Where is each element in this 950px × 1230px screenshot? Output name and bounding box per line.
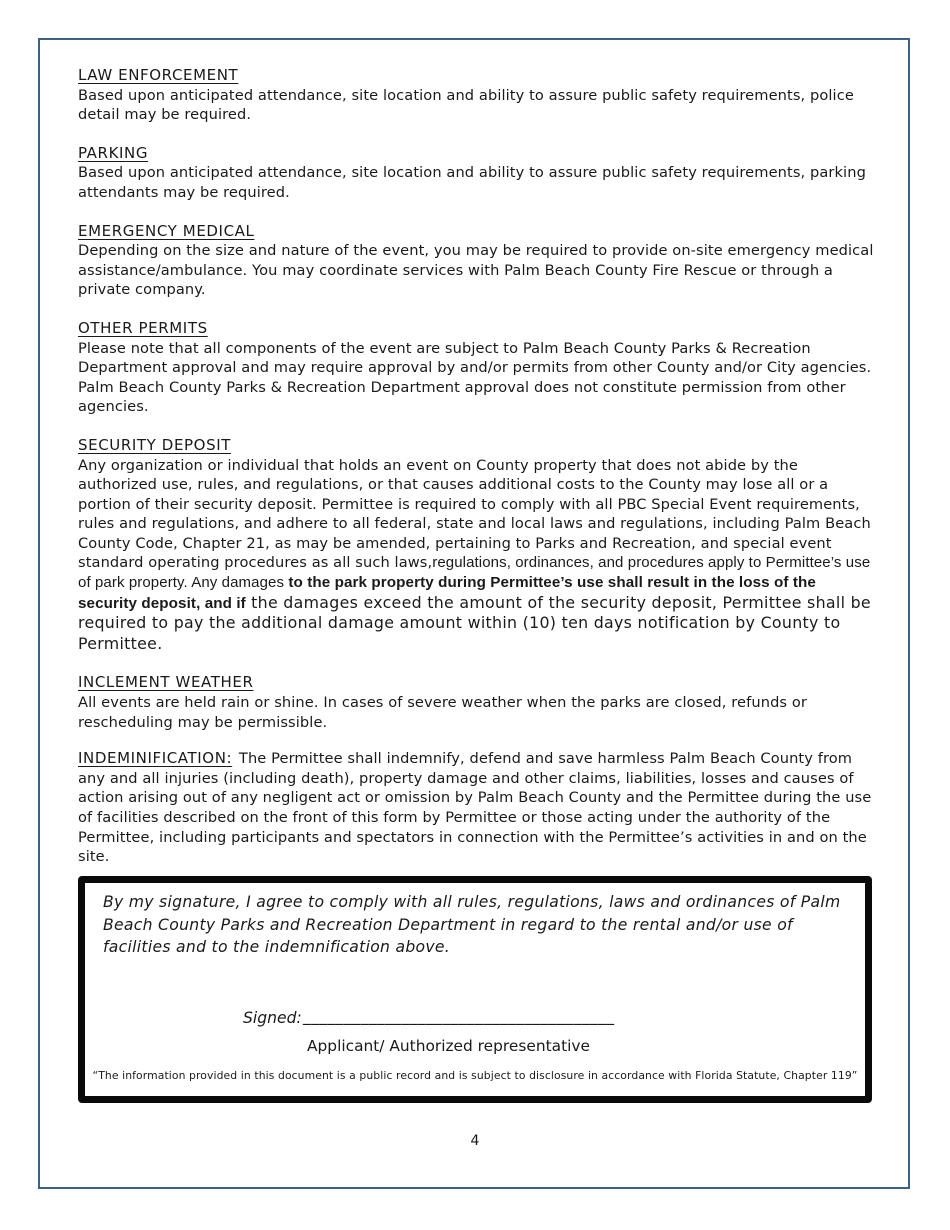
- section-emergency-medical: [78, 222, 874, 300]
- section-parking: [78, 144, 874, 203]
- signature-statement: By my signature, I agree to comply with all rules, regulations, laws and ordinances of Palm Beach County Parks and Recreation Department in regard to the rental and/or use of facilities and to the indemnification above.: [103, 893, 841, 956]
- emergency-medical-heading: EMERGENCY MEDICAL: [78, 221, 255, 240]
- inclement-weather-text: All events are held rain or shine. In cases of severe weather when the parks are closed, refunds or rescheduling may be permissible.: [78, 694, 807, 731]
- security-deposit-heading: SECURITY DEPOSIT: [78, 435, 231, 454]
- security-deposit-paragraph: [78, 456, 874, 655]
- section-indemnification: [78, 749, 874, 867]
- signature-line[interactable]: ______________________________________: [303, 1007, 615, 1025]
- indemnification-text: The Permittee shall indemnify, defend and save harmless Palm Beach County from any and all injuries (including death), property damage and other claims, liabilities, losses and causes of action arising out of any negligent act or omission by Palm Beach County and the Permittee during the use of facilities described on the front of this form by Permittee or those acting under the authority of the Permittee, including participants and spectators in connection with the Permittee’s activities in and on the site.: [78, 750, 872, 866]
- section-law-enforcement: [78, 66, 874, 125]
- section-other-permits: [78, 319, 874, 417]
- document-body: [78, 66, 874, 886]
- security-deposit-bold-text: to the park property during Permittee’s use shall result in the loss of the security deposit, and if: [78, 574, 816, 612]
- law-enforcement-text: Based upon anticipated attendance, site location and ability to assure public safety requirements, police detail may be required.: [78, 86, 854, 124]
- signed-label: Signed:: [243, 1009, 302, 1027]
- security-deposit-text-3: the damages exceed the amount of the security deposit, Permittee shall be required to pay the additional damage amount within (10) ten days notification by County to Permittee.: [78, 592, 871, 653]
- public-record-disclosure: “The information provided in this document is a public record and is subject to disclosure in accordance with Florida Statute, Chapter 119”: [92, 1069, 858, 1082]
- page-number: 4: [470, 1133, 480, 1149]
- parking-text: Based upon anticipated attendance, site location and ability to assure public safety requirements, parking attendants may be required.: [78, 164, 866, 201]
- security-deposit-text-1: Any organization or individual that holds an event on County property that does not abide by the authorized use, rules, and regulations, or that causes additional costs to the County may lose all or a portion of their security deposit. Permittee is required to comply with all PBC Special Event requirements, rules and regulations, and adhere to all federal, state and local laws and regulations, including Palm Beach County Code, Chapter 21, as may be amended, pertaining to Parks and Recreation, and special event standard operating procedures as all such laws,: [78, 456, 871, 572]
- other-permits-text: Please note that all components of the event are subject to Palm Beach County Parks & Recreation Department approval and may require approval by and/or permits from other County and/or City agencies. Palm Beach County Parks & Recreation Department approval does not constitute permission from other agencies.: [78, 339, 872, 416]
- section-inclement-weather: [78, 673, 874, 732]
- signature-box: [78, 876, 872, 1103]
- law-enforcement-heading: LAW ENFORCEMENT: [78, 66, 239, 84]
- section-security-deposit: [78, 436, 874, 655]
- indemnification-paragraph: [78, 749, 874, 867]
- security-deposit-text-2: regulations, ordinances, and procedures apply to Permittee’s use of park property. Any damages: [78, 554, 871, 592]
- signature-caption: Applicant/ Authorized representative: [307, 1037, 590, 1055]
- other-permits-heading: OTHER PERMITS: [78, 318, 208, 337]
- parking-heading: PARKING: [78, 143, 149, 162]
- inclement-weather-heading: INCLEMENT WEATHER: [78, 673, 254, 692]
- emergency-medical-text: Depending on the size and nature of the event, you may be required to provide on-site emergency medical assistance/ambulance. You may coordinate services with Palm Beach County Fire Rescue or through a private company.: [78, 242, 874, 299]
- indemnification-heading: INDEMINIFICATION:: [78, 749, 233, 768]
